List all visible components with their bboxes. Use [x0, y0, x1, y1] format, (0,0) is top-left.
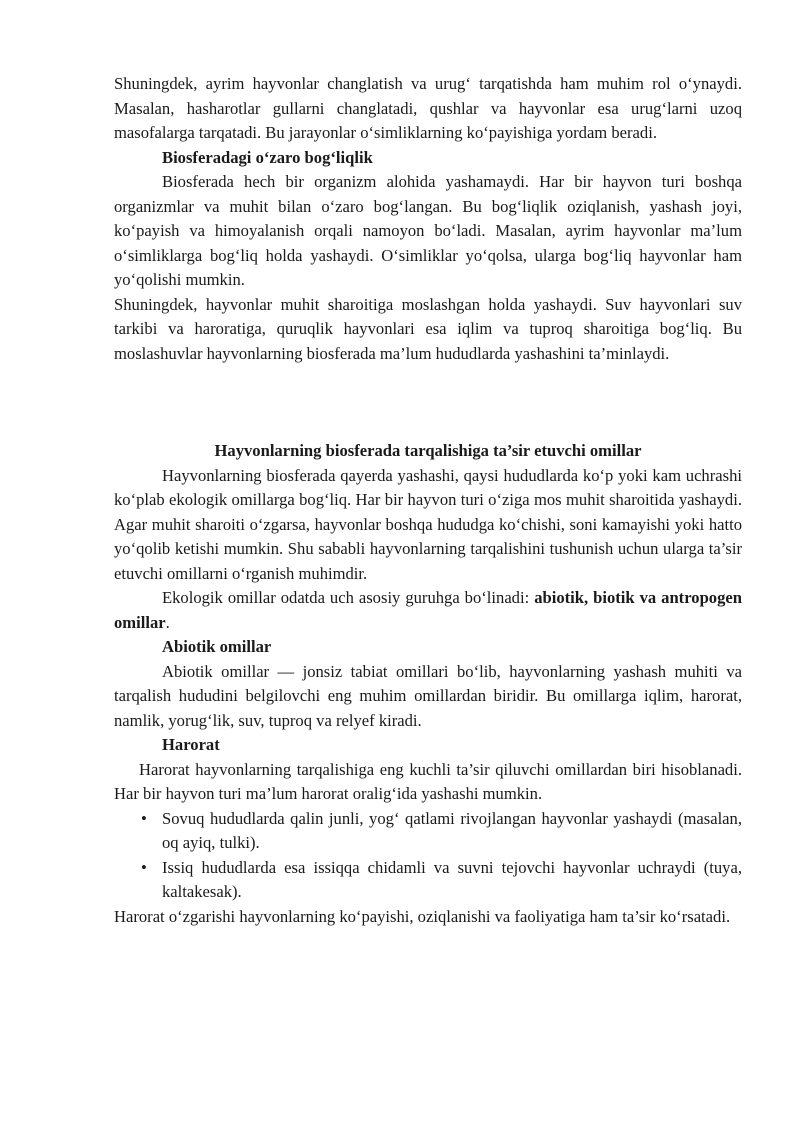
heading-temperature: Harorat	[162, 735, 220, 754]
list-item	[114, 807, 742, 856]
list-item	[114, 856, 742, 905]
section-gap	[114, 366, 742, 439]
temperature-list	[114, 807, 742, 905]
list-item-text: Sovuq hududlarda qalin junli, yog‘ qatlami rivojlangan hayvonlar yashaydi (masalan, oq ayiq, tulki).	[162, 808, 742, 852]
factor-groups-bold: abiotik, biotik va antropogen omillar	[114, 588, 742, 632]
heading-interdependence: Biosferadagi o‘zaro bog‘liqlik	[162, 147, 373, 167]
heading-distribution-factors: Hayvonlarning biosferada tarqalishiga ta’sir etuvchi omillar	[214, 441, 642, 460]
paragraph-factor-groups	[114, 586, 742, 635]
paragraph-temperature-effects: Harorat o‘zgarishi hayvonlarning ko‘payishi, oziqlanishi va faoliyatiga ham ta’sir ko‘rsatadi.	[114, 906, 731, 926]
paragraph-distribution: Hayvonlarning biosferada qayerda yashashi, qaysi hududlarda ko‘p yoki kam uchrashi ko‘plab ekologik omillarga bog‘liq. Har bir hayvon turi o‘ziga mos muhit sharoitida yashaydi. Agar muhit sharoiti o‘zgarsa, hayvonlar boshqa hududga ko‘chishi, soni kamayishi yoki hatto yo‘qolib ketishi mumkin. Shu sababli hayvonlarning tarqalishini tushunish uchun ularga ta’sir etuvchi omillarni o‘rganish muhimdir.	[114, 465, 742, 583]
factor-groups-intro: Ekologik omillar odatda uch asosiy guruhga bo‘linadi:	[162, 588, 535, 607]
paragraph-adaptation: Shuningdek, hayvonlar muhit sharoitiga moslashgan holda yashaydi. Suv hayvonlari suv tarkibi va haroratiga, quruqlik hayvonlari esa iqlim va tuproq sharoitiga bog‘liq. Bu moslashuvlar hayvonlarning biosferada ma’lum hududlarda yashashini ta’minlaydi.	[114, 294, 742, 363]
paragraph-temperature: Harorat hayvonlarning tarqalishiga eng kuchli ta’sir qiluvchi omillardan biri hisoblanadi. Har bir hayvon turi ma’lum harorat oralig‘ida yashashi mumkin.	[114, 759, 742, 803]
bullet-icon: •	[141, 808, 147, 828]
document-page	[114, 72, 742, 929]
factor-groups-end: .	[165, 612, 170, 632]
paragraph-interdependence: Biosferada hech bir organizm alohida yashamaydi. Har bir hayvon turi boshqa organizmlar va muhit bilan o‘zaro bog‘langan. Bu bog‘liqlik oziqlanish, yashash joyi, ko‘payish va himoyalanish orqali namoyon bo‘ladi. Masalan, ayrim hayvonlar ma’lum o‘simliklarga bog‘liq holda yashaydi. O‘simliklar yo‘qolsa, ularga bog‘liq hayvonlar ham yo‘qolishi mumkin.	[114, 172, 742, 289]
paragraph-abiotic: Abiotik omillar — jonsiz tabiat omillari bo‘lib, hayvonlarning yashash muhiti va tarqalish hududini belgilovchi eng muhim omillardan biridir. Bu omillarga iqlim, harorat, namlik, yorug‘lik, suv, tuproq va relyef kiradi.	[114, 661, 742, 730]
paragraph-pollination: Shuningdek, ayrim hayvonlar changlatish va urug‘ tarqatishda ham muhim rol o‘ynaydi. Masalan, hasharotlar gullarni changlatadi, qushlar va hayvonlar esa urug‘larni uzoq masofalarga tarqatadi. Bu jarayonlar o‘simliklarning ko‘payishiga yordam beradi.	[114, 74, 742, 142]
heading-abiotic: Abiotik omillar	[162, 637, 272, 656]
bullet-icon: •	[141, 857, 147, 877]
list-item-text: Issiq hududlarda esa issiqqa chidamli va suvni tejovchi hayvonlar uchraydi (tuya, kaltakesak).	[162, 857, 742, 901]
